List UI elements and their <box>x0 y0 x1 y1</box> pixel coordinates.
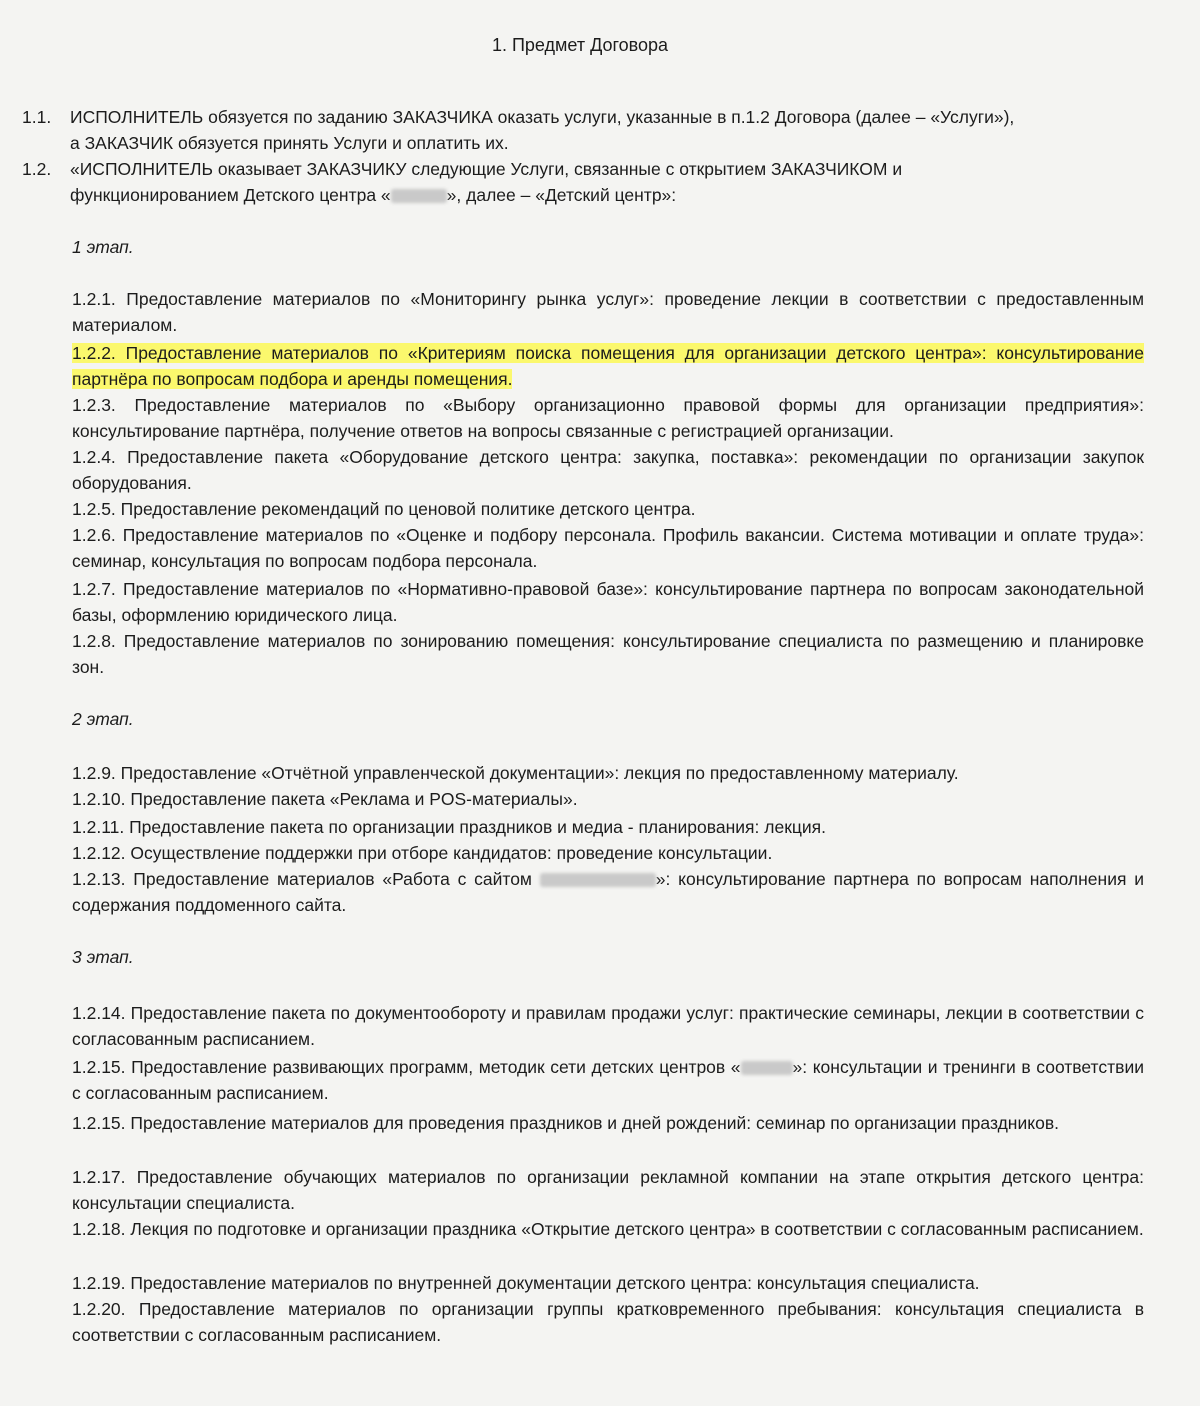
item-1-2-17: 1.2.17. Предоставление обучающих материалов по организации рекламной компании на этапе открытия детского центра: консультации специалиста. <box>72 1167 1144 1213</box>
document-title: 1. Предмет Договора <box>491 35 669 55</box>
item-1-2-3: 1.2.3. Предоставление материалов по «Выбору организационно правовой формы для организации предприятия»: консультирование партнёра, получение ответов на вопросы связанные с регистрацией организации. <box>72 395 1144 441</box>
item-text-b: »: консультации и тренинги в соответствии с согласованным расписанием. <box>72 1057 1144 1103</box>
item-text-b: »: консультирование партнера по вопросам наполнения и содержания поддоменного сайта. <box>72 869 1145 915</box>
clause-number: 1.2. <box>22 159 52 179</box>
clause-text-line1: ИСПОЛНИТЕЛЬ обязуется по заданию ЗАКАЗЧИКА оказать услуги, указанные в п.1.2 Договора (далее – «Услуги»), <box>70 107 1015 127</box>
item-1-2-1: 1.2.1. Предоставление материалов по «Мониторингу рынка услуг»: проведение лекции в соответствии с предоставленным материалом. <box>72 289 1144 335</box>
item-1-2-5: 1.2.5. Предоставление рекомендаций по ценовой политике детского центра. <box>72 499 696 519</box>
item-text-a: 1.2.13. Предоставление материалов «Работа с сайтом <box>72 869 532 889</box>
item-1-2-12: 1.2.12. Осуществление поддержки при отборе кандидатов: проведение консультации. <box>72 843 773 863</box>
item-1-2-10: 1.2.10. Предоставление пакета «Реклама и POS-материалы». <box>72 789 578 809</box>
clause-1-2 <box>22 156 1138 208</box>
item-1-2-14: 1.2.14. Предоставление пакета по документообороту и правилам продажи услуг: практические семинары, лекции в соответствии с согласованным расписанием. <box>72 1003 1144 1049</box>
item-1-2-8: 1.2.8. Предоставление материалов по зонированию помещения: консультирование специалиста по размещению и планировке зон. <box>72 631 1144 677</box>
item-1-2-20: 1.2.20. Предоставление материалов по организации группы кратковременного пребывания: консультация специалиста в соответствии с согласованным расписанием. <box>72 1299 1144 1345</box>
stage-2-heading: 2 этап. <box>72 709 134 729</box>
clause-1-1 <box>22 104 1138 156</box>
item-text-a: 1.2.15. Предоставление развивающих программ, методик сети детских центров « <box>72 1057 741 1077</box>
item-1-2-15b: 1.2.15. Предоставление материалов для проведения праздников и дней рождений: семинар по организации праздников. <box>72 1113 1059 1133</box>
clause-number: 1.1. <box>22 107 52 127</box>
item-1-2-2 <box>72 340 1144 392</box>
item-1-2-7: 1.2.7. Предоставление материалов по «Нормативно-правовой базе»: консультирование партнера по вопросам законодательной базы, оформлению юридического лица. <box>72 579 1144 625</box>
clause-text-line2b: », далее – «Детский центр»: <box>446 185 677 205</box>
stage-3-heading: 3 этап. <box>72 947 134 967</box>
highlighted-text: 1.2.2. Предоставление материалов по «Критериям поиска помещения для организации детского центра»: консультирование партнёра по вопросам подбора и аренды помещения. <box>72 343 1144 389</box>
redacted-name <box>391 189 447 203</box>
item-1-2-11: 1.2.11. Предоставление пакета по организации праздников и медиа - планирования: лекция. <box>72 817 826 837</box>
redacted-site <box>540 873 656 887</box>
clause-text-line1: «ИСПОЛНИТЕЛЬ оказывает ЗАКАЗЧИКУ следующие Услуги, связанные с открытием ЗАКАЗЧИКОМ и <box>70 159 903 179</box>
item-1-2-19: 1.2.19. Предоставление материалов по внутренней документации детского центра: консультация специалиста. <box>72 1273 980 1293</box>
item-1-2-4: 1.2.4. Предоставление пакета «Оборудование детского центра: закупка, поставка»: рекомендации по организации закупок оборудования. <box>72 447 1144 493</box>
item-1-2-15 <box>72 1054 1144 1106</box>
redacted-network <box>741 1061 793 1075</box>
clause-text-line2: а ЗАКАЗЧИК обязуется принять Услуги и оплатить их. <box>70 133 509 153</box>
stage-1-heading: 1 этап. <box>72 237 134 257</box>
item-1-2-18: 1.2.18. Лекция по подготовке и организации праздника «Открытие детского центра» в соответствии с согласованным расписанием. <box>72 1219 1144 1239</box>
clause-text-line2a: функционированием Детского центра « <box>70 185 391 205</box>
item-1-2-6: 1.2.6. Предоставление материалов по «Оценке и подбору персонала. Профиль вакансии. Система мотивации и оплате труда»: семинар, консультация по вопросам подбора персонала. <box>72 525 1144 571</box>
item-1-2-13 <box>72 866 1144 918</box>
item-1-2-9: 1.2.9. Предоставление «Отчётной управленческой документации»: лекция по предоставленному материалу. <box>72 763 959 783</box>
